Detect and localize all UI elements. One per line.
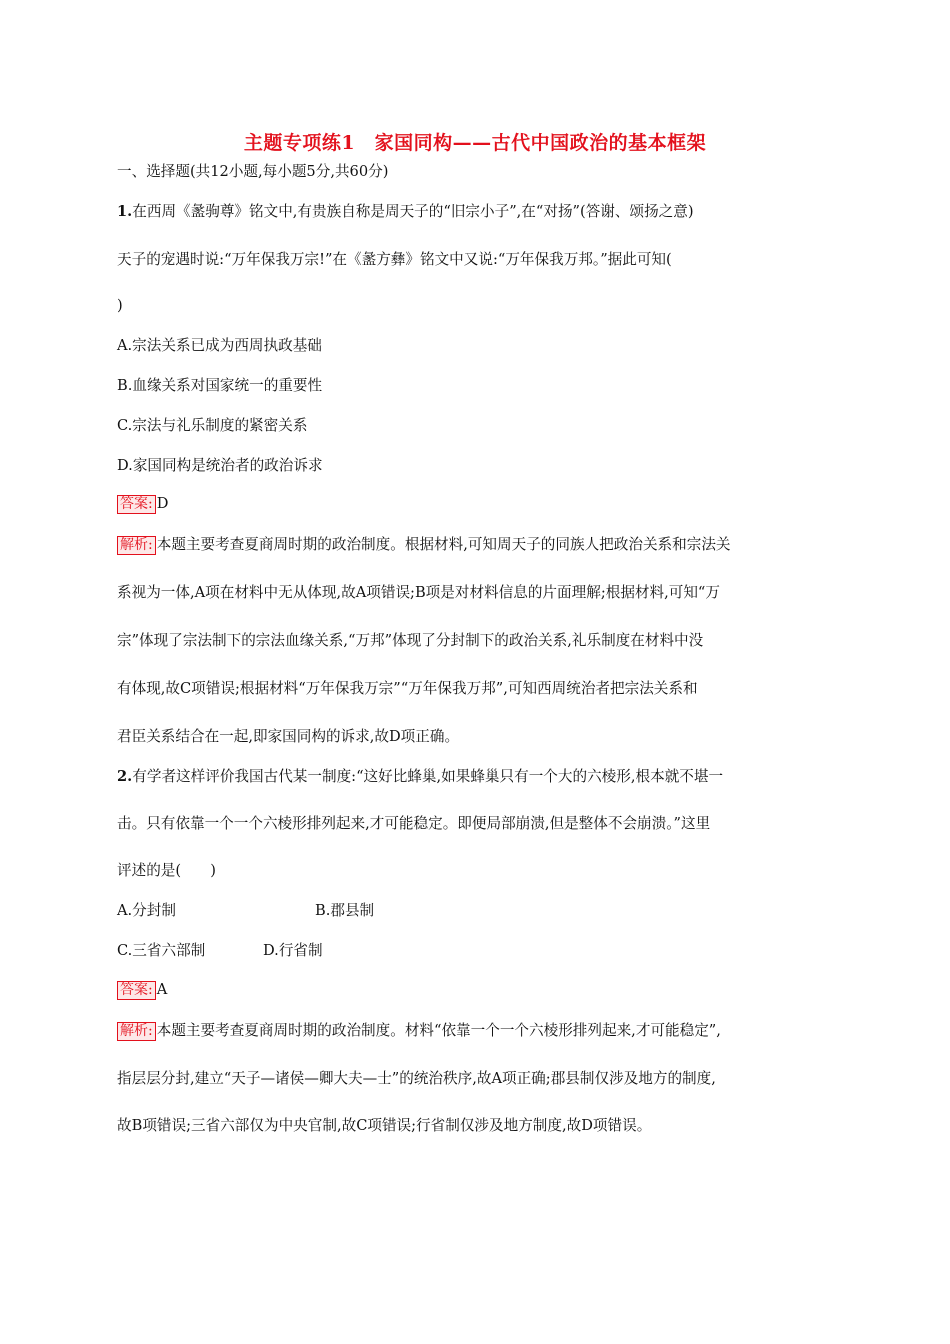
- question-2-option-d: D.行省制: [263, 942, 323, 959]
- question-1-option-b: B.血缘关系对国家统一的重要性: [117, 377, 323, 394]
- question-1-analysis-line-5: 君臣关系结合在一起,即家国同构的诉求,故D项正确。: [117, 728, 460, 745]
- section-heading: 一、选择题(共12小题,每小题5分,共60分): [117, 163, 389, 180]
- question-1-line-1: 1.在西周《盠驹尊》铭文中,有贵族自称是周天子的“旧宗小子”,在“对扬”(答谢、颂扬之意): [117, 203, 694, 220]
- answer-value: D: [156, 495, 169, 512]
- question-2-option-b: B.郡县制: [315, 902, 375, 919]
- question-1-number: 1.: [117, 203, 133, 220]
- question-1-answer: [117, 494, 168, 514]
- question-1-line-2: 天子的宠遇时说:“万年保我万宗!”在《盠方彝》铭文中又说:“万年保我万邦。”据此可知(: [117, 251, 672, 268]
- page-title: 主题专项练1 家国同构——古代中国政治的基本框架: [243, 132, 707, 154]
- answer-label: 答案:: [117, 495, 156, 514]
- question-2-line-1: 2.有学者这样评价我国古代某一制度:“这好比蜂巢,如果蜂巢只有一个大的六棱形,根本就不堪一: [117, 768, 724, 785]
- question-2-analysis-line-3: 故B项错误;三省六部仅为中央官制,故C项错误;行省制仅涉及地方制度,故D项错误。: [117, 1117, 652, 1134]
- question-1-line-3: ): [117, 297, 123, 314]
- answer-value: A: [156, 981, 168, 998]
- question-2-analysis-line-2: 指层层分封,建立“天子—诸侯—卿大夫—士”的统治秩序,故A项正确;郡县制仅涉及地方的制度,: [117, 1070, 716, 1087]
- question-1-analysis-line-2: 系视为一体,A项在材料中无从体现,故A项错误;B项是对材料信息的片面理解;根据材料,可知“万: [117, 584, 720, 601]
- question-1-analysis-line-3: 宗”体现了宗法制下的宗法血缘关系,“万邦”体现了分封制下的政治关系,礼乐制度在材料中没: [117, 632, 704, 649]
- analysis-label: 解析:: [117, 1022, 156, 1041]
- question-1-option-d: D.家国同构是统治者的政治诉求: [117, 457, 323, 474]
- question-2-option-a: A.分封制: [117, 902, 176, 919]
- question-1-option-a: A.宗法关系已成为西周执政基础: [117, 337, 322, 354]
- question-1-analysis-line-1: 解析: 本题主要考查夏商周时期的政治制度。根据材料,可知周天子的同族人把政治关系和宗法关: [117, 535, 731, 555]
- question-1-option-c: C.宗法与礼乐制度的紧密关系: [117, 417, 308, 434]
- question-2-number: 2.: [117, 768, 133, 785]
- question-2-line-3: 评述的是( ): [117, 862, 216, 879]
- question-2-analysis-line-1: 解析: 本题主要考查夏商周时期的政治制度。材料“依靠一个一个六棱形排列起来,才可能稳定”,: [117, 1021, 721, 1041]
- answer-label: 答案:: [117, 981, 156, 1000]
- question-2-line-2: 击。只有依靠一个一个六棱形排列起来,才可能稳定。即便局部崩溃,但是整体不会崩溃。”这里: [117, 815, 711, 832]
- question-1-analysis-line-4: 有体现,故C项错误;根据材料“万年保我万宗”“万年保我万邦”,可知西周统治者把宗法关系和: [117, 680, 698, 697]
- analysis-label: 解析:: [117, 536, 156, 555]
- question-2-option-c: C.三省六部制: [117, 942, 206, 959]
- question-2-answer: [117, 980, 167, 1000]
